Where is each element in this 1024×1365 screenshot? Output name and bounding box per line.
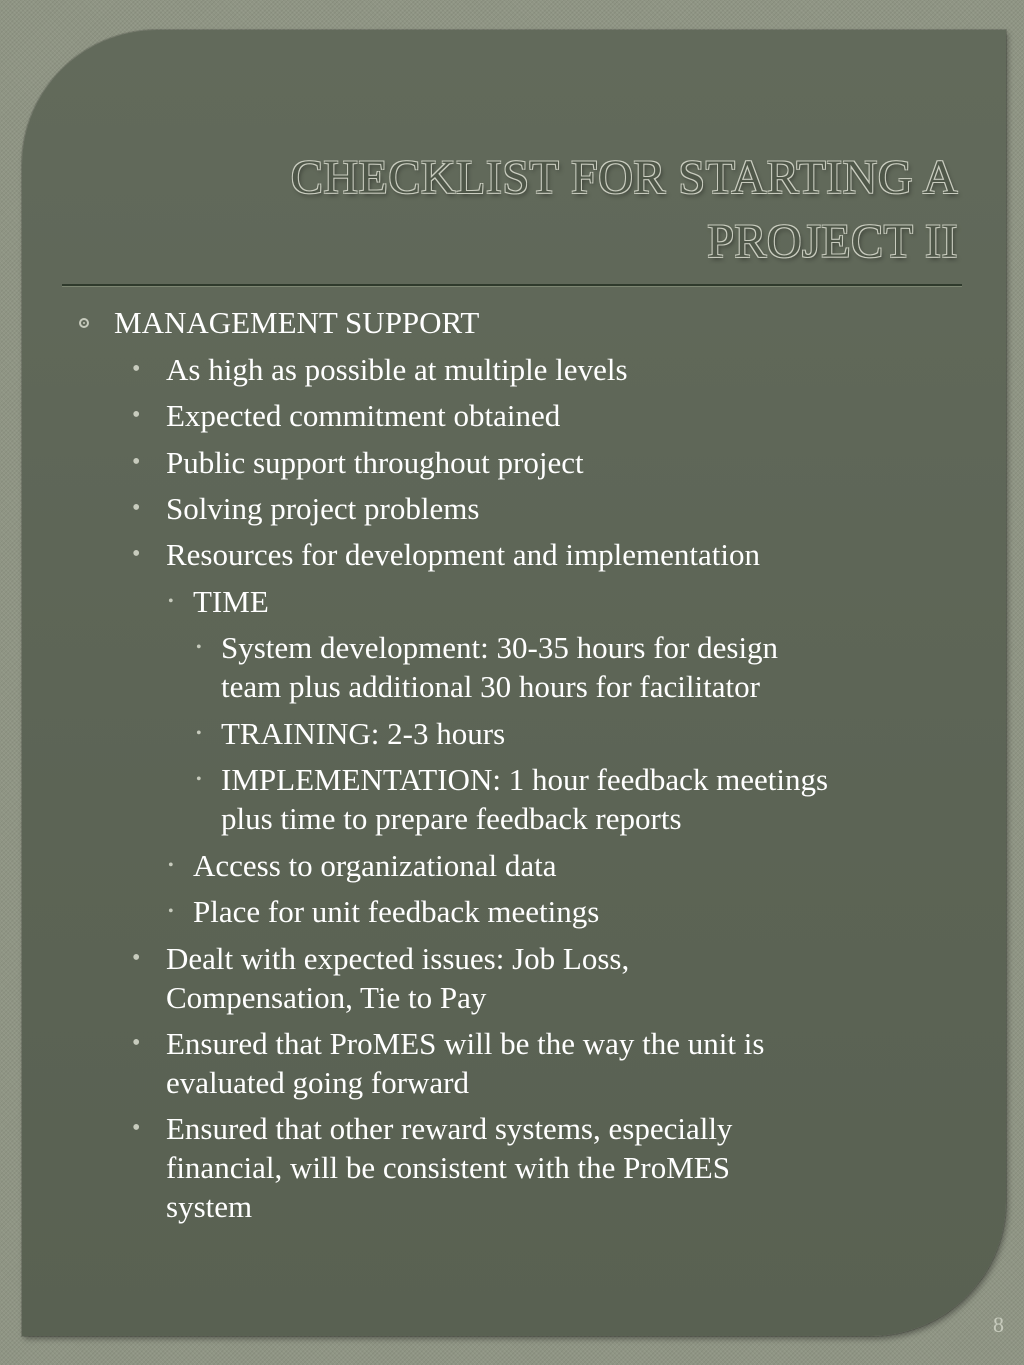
dot-bullet-icon: • xyxy=(132,402,141,428)
list-item-level-3-continuation: team plus additional 30 hours for facilitator xyxy=(221,669,760,704)
dot-bullet-icon: • xyxy=(132,1115,141,1141)
list-item-level-1: As high as possible at multiple levels xyxy=(166,352,628,387)
page-number: 8 xyxy=(993,1312,1004,1337)
list-item-level-1: Ensured that ProMES will be the way the unit is xyxy=(166,1026,765,1061)
slide-title-line-1: CHECKLIST FOR STARTING A xyxy=(290,151,958,204)
list-item-level-1: Expected commitment obtained xyxy=(166,398,561,433)
list-item-level-1-continuation: evaluated going forward xyxy=(166,1065,469,1100)
list-item-level-1-continuation: system xyxy=(166,1189,253,1224)
list-item-level-1: Dealt with expected issues: Job Loss, xyxy=(166,941,630,976)
small-dot-bullet-icon: • xyxy=(168,857,174,874)
dot-bullet-icon: • xyxy=(132,356,141,382)
list-item-level-1: Resources for development and implementation xyxy=(166,537,760,572)
small-dot-bullet-icon: • xyxy=(168,593,174,610)
small-dot-bullet-icon: • xyxy=(196,639,202,656)
dot-bullet-icon: • xyxy=(132,541,141,567)
list-item-level-3: IMPLEMENTATION: 1 hour feedback meetings xyxy=(221,762,829,797)
small-dot-bullet-icon: • xyxy=(168,903,174,920)
list-item-level-1-continuation: Compensation, Tie to Pay xyxy=(166,980,487,1015)
list-item-level-1: Ensured that other reward systems, especially xyxy=(166,1111,733,1146)
dot-bullet-icon: • xyxy=(132,945,141,971)
list-item-level-1: Solving project problems xyxy=(166,491,480,526)
small-dot-bullet-icon: • xyxy=(196,771,202,788)
list-item-level-3: System development: 30-35 hours for design xyxy=(221,630,779,665)
slide-title-line-2: PROJECT II xyxy=(707,215,958,268)
dot-bullet-icon: • xyxy=(132,1030,141,1056)
list-item-level-2: Access to organizational data xyxy=(193,848,557,883)
list-item-level-2: Place for unit feedback meetings xyxy=(193,894,600,929)
dot-bullet-icon: • xyxy=(132,449,141,475)
list-item-level-1-continuation: financial, will be consistent with the ProMES xyxy=(166,1150,730,1185)
list-item-level-3-continuation: plus time to prepare feedback reports xyxy=(221,801,682,836)
list-item-level-0: MANAGEMENT SUPPORT xyxy=(114,305,480,340)
small-dot-bullet-icon: • xyxy=(196,725,202,742)
list-item-level-2: TIME xyxy=(193,584,269,619)
circle-bullet-icon xyxy=(79,318,89,328)
dot-bullet-icon: • xyxy=(132,495,141,521)
list-item-level-1: Public support throughout project xyxy=(166,445,584,480)
list-item-level-3: TRAINING: 2-3 hours xyxy=(221,716,506,751)
